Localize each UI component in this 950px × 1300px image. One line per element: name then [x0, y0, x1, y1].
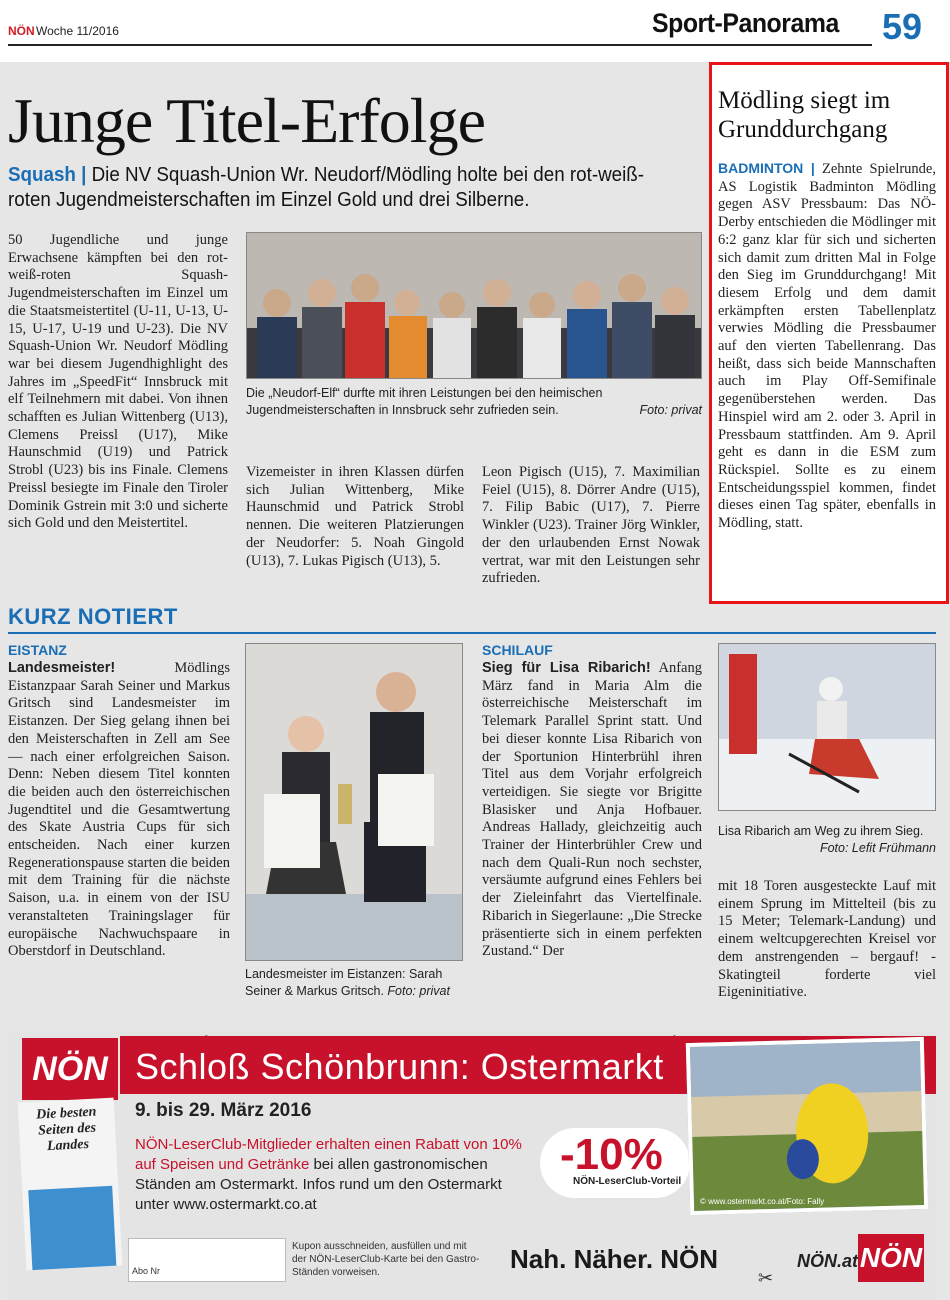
ad-title: Schloß Schönbrunn: Ostermarkt [135, 1046, 664, 1087]
badminton-keyword: BADMINTON | [718, 160, 815, 176]
leserclub-card-icon [28, 1186, 116, 1270]
ad-text [135, 1135, 525, 1215]
eistanz-photo-art [246, 644, 463, 961]
eistanz-article [8, 660, 230, 961]
article-subhead [8, 163, 657, 213]
schilauf-section: SCHILAUF [482, 642, 553, 658]
eistanz-caption [245, 966, 463, 1000]
abo-nr-label: Abo Nr [132, 1266, 161, 1276]
subhead-keyword: Squash | [8, 164, 87, 186]
eistanz-lead: Landesmeister! [8, 660, 116, 676]
kurz-notiert-title: KURZ NOTIERT [8, 604, 178, 629]
newspaper-illustration [18, 1098, 123, 1271]
article-column-1: 50 Jugendliche und junge Erwachsene kämpften bei den rot-weiß-roten Squash-Jugendmeisterschaften im Einzel um die Staatsmeistertitel (U-11, U-13, U-15, U-17, U-19 und U-23). Die NV Squash-Union Wr. Neudorf Mödling war bei diesem Jugendhighlight des Jahres im „SpeedFit“ Innsbruck mit elf Teilnehmern mit dabei. Von ihnen schafften es Julian Wittenberg (U13), Clemens Preissl (U17), Mike Haunschmid (U19) und Patrick Strobl (U23) bis ins Finale. Clemens Preissl besiegte im Finale den Tiroler Dominik Gstrein mit 3:0 und sicherte sich Gold und den Meistertitel. [8, 232, 228, 532]
schilauf-photo [718, 643, 936, 811]
eistanz-caption-text: Landesmeister im Eistanzen: Sarah Seiner & Markus Gritsch. [245, 967, 443, 998]
eistanz-photo [245, 643, 463, 961]
side-text-2: Seiten des [37, 1120, 97, 1139]
squash-team-photo-art [247, 233, 702, 379]
ad-text-rest: bei allen gastronomischen Ständen am Ostermarkt. Infos rund um den Ostermarkt unter www.ostermarkt.co.at [135, 1156, 502, 1213]
badminton-text: Zehnte Spielrunde, AS Logistik Badminton Mödling gegen ASV Pressbaum: Das NÖ-Derby entschieden die Mödlinger mit 6:2 ganz klar für sich und sicherten sich damit zum dritten Mal in Folge den Sieg im Grunddurchgang! Mit diesem Erfolg und dem damit erkämpften ersten Tabellenplatz verwies Mödling die Pressbaumer auf den vierten Tabellenrang. Das heißt, dass sich beide Mannschaften auch im Play Off-Semifinale gegenüberstehen werden. Das Hinspiel wird am 2. oder 3. April in Pressbaum stattfinden. Am 9. April geht es dann in die ESM zum Rückspiel. Sollte es zu einem Entscheidungsspiel kommen, findet dieses einen Tag später, ebenfalls in Mödling, statt. [718, 161, 936, 532]
side-text-1: Die besten [35, 1104, 97, 1123]
schilauf-article [482, 660, 702, 961]
ad-slogan: Nah. Näher. NÖN [510, 1244, 719, 1274]
coupon-instructions: Kupon ausschneiden, ausfüllen und mit der NÖN-LeserClub-Karte bei den Gastro-Ständen vorweisen. [292, 1241, 480, 1278]
eistanz-text: Mödlings Eistanzpaar Sarah Seiner und Markus Gritsch sind Landesmeister im Eistanzen. Der Sieg gelang ihnen bei den Meisterschaften in Zell am See — nach einer erfolgreichen Saison. Denn: Neben diesem Titel konnten die beiden auch den österreichischen Jugendtitel und die Gesamtwertung des Skate Austria Cups für sich entscheiden. Nach einer kurzen Regenerationspause starten die beiden mit dem Training für die nächste Saison, u.a. in einem von der ISU veranstalteten Trainingslager für europäische Nachwuchspaare in Oberstdorf in Deutschland. [8, 660, 230, 960]
article-column-2: Vizemeister in ihren Klassen dürfen sich Julian Wittenberg, Mike Haunschmid und Patrick Strobl nennen. Die weiteren Platzierungen der Neudorfer: 5. Noah Gingold (U13), 7. Lukas Pigisch (U13), 5. [246, 464, 464, 569]
noen-logo-left: NÖN [22, 1038, 118, 1100]
noen-logo: NÖN [858, 1234, 924, 1282]
side-text-3: Landes [46, 1136, 90, 1155]
ostermarkt-photo [686, 1037, 928, 1215]
discount-label: NÖN-LeserClub-Vorteil [573, 1176, 682, 1187]
subhead-text: Die NV Squash-Union Wr. Neudorf/Mödling holte bei den rot-weiß-roten Jugendmeisterschaften im Einzel Gold und drei Silberne. [8, 164, 645, 211]
eistanz-credit: Foto: privat [387, 984, 450, 998]
schilauf-credit: Foto: Lefit Frühmann [819, 841, 936, 855]
caption-text: Die „Neudorf-Elf“ durfte mit ihren Leistungen bei den heimischen Jugendmeisterschaften in Innsbruck sehr zufrieden sein. [246, 386, 603, 417]
ad-date: 9. bis 29. März 2016 [135, 1100, 312, 1121]
badminton-headline: Mödling siegt im Grunddurchgang [718, 87, 891, 143]
article-column-3: Leon Pigisch (U15), 7. Maximilian Feiel (U15), 8. Dörrer Andre (U15), 7. Filip Babic (U17), 7. Pierre Winkler (U23). Trainer Jörg Winkler, der den urlaubenden Ernst Nowak vertrat, war mit den Leistungen sehr zufrieden. [482, 464, 700, 587]
header-rule [8, 44, 872, 46]
squash-team-photo [246, 232, 702, 379]
scissors-icon: ✂ [758, 1268, 774, 1288]
photo-credit: Foto: privat [639, 403, 702, 417]
ostermarkt-photo-art [690, 1041, 924, 1211]
ad-image-credit: © www.ostermarkt.co.at/Foto: Fally [700, 1197, 825, 1206]
badminton-article [718, 160, 936, 533]
schilauf-caption [718, 823, 936, 857]
page-number: 59 [882, 6, 923, 47]
header-week: Woche 11/2016 [36, 24, 119, 38]
article-headline: Junge Titel-Erfolge [8, 85, 485, 156]
schilauf-article-continued: mit 18 Toren ausgesteckte Lauf mit einem Sprung im Mittelteil (bis zu 15 Meter; Telemark-Landung) und einem weltcupgerechten Kreisel vor dem anstrengenden – bergauf! - Skatingteil forderte viel Eigeninitiative. [718, 878, 936, 1001]
kurz-notiert-rule [8, 632, 936, 634]
squash-photo-caption [246, 385, 702, 419]
ad-text-highlight: NÖN-LeserClub-Mitglieder erhalten einen Rabatt von 10% auf Speisen und Getränke [135, 1136, 522, 1173]
discount-value: -10% [560, 1130, 663, 1179]
schilauf-text: Anfang März fand in Maria Alm die österreichische Meisterschaft im Telemark Parallel Sprint statt. Und bei dieser konnte Lisa Ribarich von der Sportunion Hinterbrühl ihren Titel aus dem Vorjahr erfolgreich verteidigen. Sie siegte vor Brigitte Blasisker und Anja Hofbauer. Andreas Hallady, gleichzeitig auch Trainer der Hinterbrühler Crew und nach dem Quali-Run noch sechster, versäumte aufgrund eines Fehlers bei der Zieleinfahrt das Viertelfinale. Ribarich in Siegerlaune: „Die Strecke präsentierte sich in einem perfekten Zustand.“ Der [482, 660, 702, 960]
schilauf-lead: Sieg für Lisa Ribarich! [482, 660, 651, 676]
header-section: Sport-Panorama [652, 8, 839, 38]
schilauf-caption-text: Lisa Ribarich am Weg zu ihrem Sieg. [718, 824, 924, 838]
eistanz-section: EISTANZ [8, 642, 67, 658]
noen-website: NÖN.at [797, 1251, 859, 1271]
schilauf-photo-art [719, 644, 936, 811]
header-brand: NÖN [8, 24, 35, 38]
